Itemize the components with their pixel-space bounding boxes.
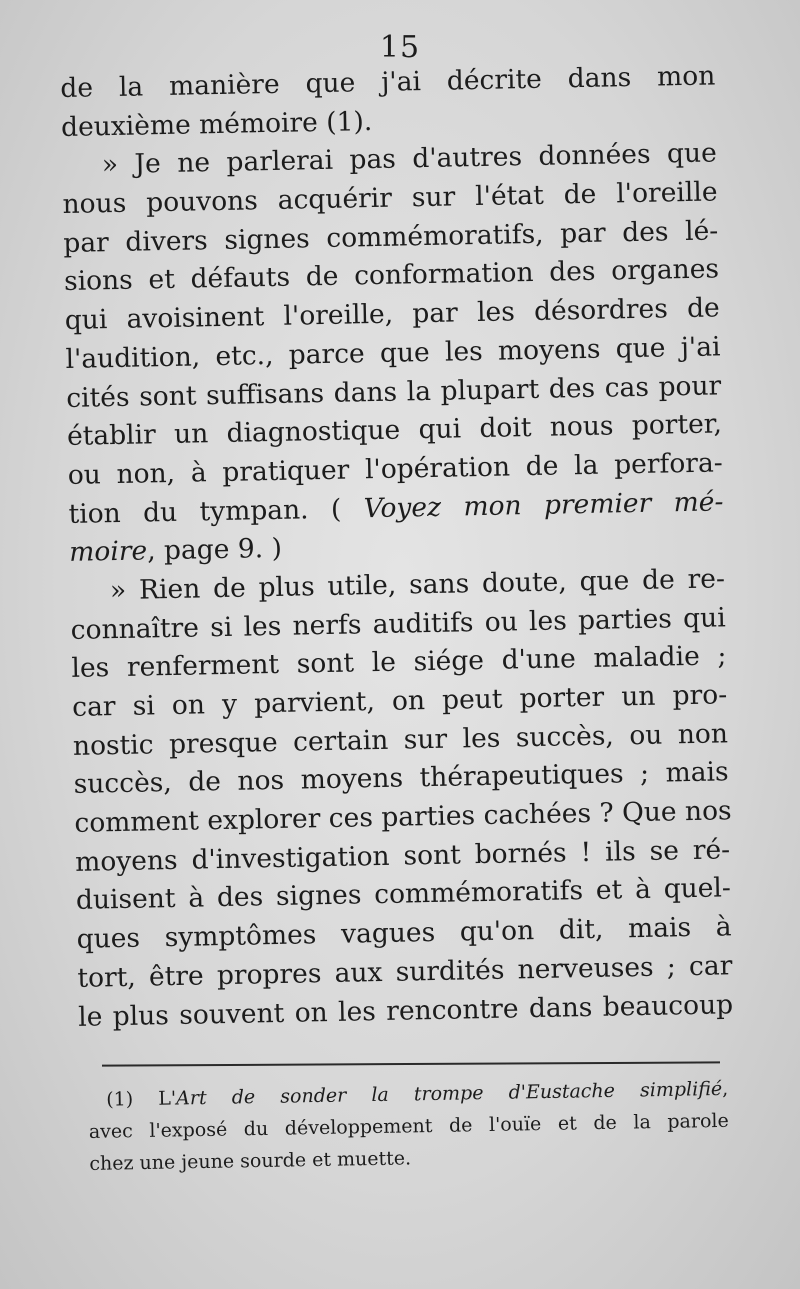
text-segment: , page 9. ) — [146, 533, 283, 567]
text-line: succès, de nos moyens thérapeutiques ; mais — [73, 756, 729, 801]
text-line: les renferment sont le siége d'une maladie ; — [71, 640, 727, 685]
text-line: connaître si les nerfs auditifs ou les parties qui — [70, 601, 726, 646]
text-line: établir un diagnostique qui doit nous porter, — [66, 408, 723, 453]
text-line: moyens d'investigation sont bornés ! ils se ré- — [74, 834, 731, 878]
text-line: de la manière que j'ai décrite dans mon — [60, 60, 716, 104]
footnote-line: chez une jeune sourde et muette. — [89, 1147, 412, 1175]
text-line: ques symptômes vagues qu'on dit, mais à — [76, 911, 732, 955]
text-line: cités sont suffisans dans la plupart des cas pour — [65, 369, 722, 414]
text-line: sions et défauts de conformation des organes — [63, 253, 720, 298]
text-line: duisent à des signes commémoratifs et à quel- — [75, 872, 732, 917]
footnote — [88, 1073, 730, 1180]
italic-reference: Voyez mon premier mé- — [363, 485, 724, 524]
page-number: 15 — [379, 30, 421, 65]
text-line: car si on y parvient, on peut porter un pro- — [71, 679, 728, 723]
text-line: qui avoisinent l'oreille, par les désordres de — [64, 292, 720, 337]
italic-title: Art de sonder la trompe d'Eustache simplifié — [175, 1077, 723, 1110]
paragraph-start: » Je ne parlerai pas d'autres données que — [101, 137, 718, 181]
text-line: nostic presque certain sur les succès, ou non — [72, 717, 729, 762]
text-line: par divers signes commémoratifs, par des lé- — [63, 215, 719, 259]
footnote-separator — [102, 1061, 720, 1066]
footnote-marker: (1) L' — [106, 1087, 177, 1111]
text-line: l'audition, etc., parce que les moyens que j'ai — [65, 331, 721, 375]
text-line: nous pouvons acquérir sur l'état de l'oreille — [62, 176, 718, 221]
text-line: ou non, à pratiquer l'opération de la perfora- — [67, 447, 723, 491]
body-text — [60, 57, 733, 1037]
text-line: le plus souvent on les rencontre dans beaucoup — [77, 988, 734, 1033]
text-line: comment explorer ces parties cachées ? Que nos — [74, 795, 732, 839]
text-line: tort, être propres aux surdités nerveuses ; car — [77, 950, 733, 994]
text-segment: tion du tympan. ( — [68, 493, 342, 530]
text-segment: , — [721, 1077, 729, 1100]
footnote-line: avec l'exposé du développement de l'ouïe et de la parole — [88, 1109, 729, 1143]
italic-reference: moire — [68, 535, 148, 569]
paragraph-start: » Rien de plus utile, sans doute, que de re- — [109, 563, 726, 607]
text-line: deuxième mémoire (1). — [60, 105, 373, 143]
